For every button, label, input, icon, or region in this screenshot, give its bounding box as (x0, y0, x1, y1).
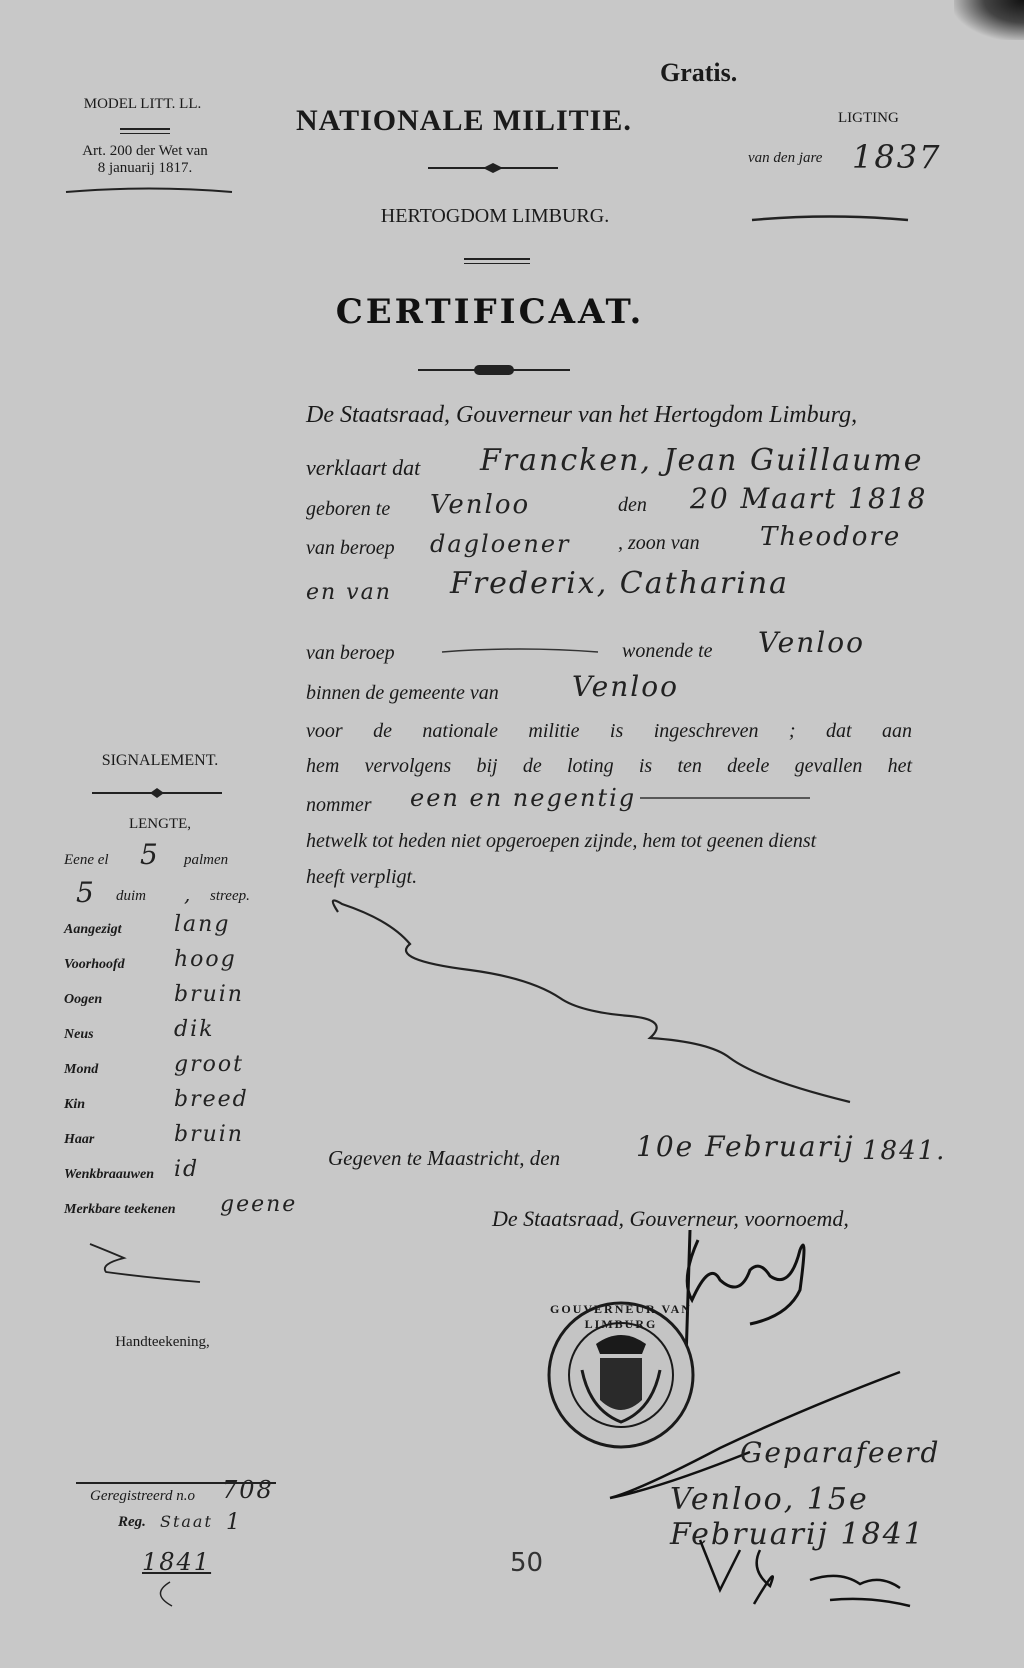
issue-date: 10e Februarij (636, 1130, 855, 1163)
signalement-row-value: lang (174, 912, 231, 937)
signalement-row-label: Haar (64, 1132, 95, 1147)
seal-text: GOUVERNEUR VAN LIMBURG (550, 1302, 692, 1331)
staat-label: Staat (160, 1512, 213, 1531)
document-title: CERTIFICAAT. (335, 292, 645, 332)
law-line-2: 8 januarij 1817. (97, 160, 193, 176)
wonende-label: wonende te (622, 640, 713, 662)
van-den-jare-label: van den jare (748, 150, 823, 166)
streep-value: , (184, 882, 193, 906)
residence: Venloo (758, 626, 865, 659)
signalement-row-label: Neus (64, 1027, 94, 1042)
recruit-name: Francken, Jean Guillaume (480, 443, 924, 478)
gegeven-label: Gegeven te Maastricht, den (328, 1146, 561, 1170)
signalement-row-label: Wenkbraauwen (64, 1167, 154, 1182)
issue-year: 1841. (862, 1136, 947, 1166)
birthplace: Venloo (430, 490, 531, 520)
province-label: HERTOGDOM LIMBURG. (380, 205, 610, 227)
signalement-row (64, 982, 304, 1017)
staat-number: 1 (226, 1510, 242, 1535)
handteekening-label: Handteekening, (115, 1334, 210, 1350)
signalement-row (64, 1122, 304, 1157)
signalement-row (64, 1052, 304, 1087)
model-label: MODEL LITT. LL. (83, 96, 202, 112)
gratis-label: Gratis. (660, 58, 738, 87)
occupation-blank-line (440, 648, 600, 656)
beroep-label: van beroep (306, 537, 395, 559)
scan-corner-shadow (954, 0, 1024, 40)
signalement-row (64, 1087, 304, 1122)
law-flourish (64, 186, 234, 196)
signalement-row-label: Merkbare teekenen (64, 1202, 176, 1217)
lot-number: een en negentig (410, 784, 637, 812)
nommer-label: nommer (306, 794, 372, 816)
birthdate: 20 Maart 1818 (690, 482, 928, 515)
den-label: den (618, 494, 647, 516)
signalement-row (64, 1192, 304, 1227)
duim-label: duim (116, 888, 146, 904)
reg-label: Reg. (118, 1514, 146, 1530)
signalement-row (64, 1157, 304, 1192)
paraph-line-2: Venloo, 15e Februarij 1841 (670, 1482, 925, 1552)
year-note-mark (150, 1580, 190, 1610)
body-line-hem: hem vervolgens bij de loting is ten deele gevallen het (306, 755, 912, 777)
year-note: 1841 (142, 1548, 212, 1576)
signalement-row (64, 1017, 304, 1052)
ligting-flourish (750, 214, 910, 224)
geboren-label: geboren te (306, 498, 391, 520)
signalement-row-value: geene (220, 1192, 298, 1217)
eene-el-label: Eene el (64, 852, 109, 868)
streep-label: streep. (210, 888, 250, 904)
title-ornament (428, 162, 558, 174)
registration-number: 708 (222, 1476, 274, 1504)
signalement-row (64, 947, 304, 982)
signalement-row-label: Kin (64, 1097, 86, 1112)
levy-year: 1837 (852, 138, 942, 176)
signalement-title: SIGNALEMENT. (101, 752, 219, 769)
ligting-label: LIGTING (838, 110, 899, 126)
verklaart-label: verklaart dat (306, 455, 421, 480)
body-line-hetwelk: hetwelk tot heden niet opgeroepen zijnde, hem tot geenen dienst (306, 830, 817, 852)
model-rule (120, 128, 170, 134)
binnen-label: binnen de gemeente van (306, 682, 499, 704)
signalement-row-value: id (174, 1157, 200, 1182)
signalement-row-value: bruin (174, 982, 244, 1007)
signalement-row-value: hoog (174, 947, 237, 972)
closing-flourish (330, 890, 870, 1110)
signalement-row-value: dik (174, 1017, 215, 1042)
page-number: 50 (510, 1548, 544, 1578)
palmen-label: palmen (184, 852, 229, 868)
law-line-1: Art. 200 der Wet van (82, 143, 208, 159)
law-reference (60, 143, 230, 177)
duim-value: 5 (76, 876, 96, 909)
signalement-rows (64, 912, 304, 1227)
zoon-van-label: , zoon van (618, 532, 700, 554)
governor-signature (680, 1220, 830, 1370)
occupation: dagloener (430, 530, 571, 558)
number-trailing-line (640, 794, 810, 802)
beroep2-label: van beroep (306, 642, 395, 664)
el-value: 5 (140, 838, 160, 871)
geregistreerd-label: Geregistreerd n.o (90, 1488, 195, 1504)
paraph-initials (690, 1530, 920, 1610)
signalement-row (64, 912, 304, 947)
body-line-1: De Staatsraad, Gouverneur van het Hertogdom Limburg, (306, 402, 858, 428)
province-rule (464, 258, 530, 264)
signalement-row-value: bruin (174, 1122, 244, 1147)
signalement-row-label: Aangezigt (64, 922, 122, 937)
signalement-row-label: Voorhoofd (64, 957, 125, 972)
municipality: Venloo (572, 670, 679, 703)
body-line-voor: voor de nationale militie is ingeschreven ; dat aan (306, 720, 912, 742)
signalement-row-label: Oogen (64, 992, 103, 1007)
signalement-ornament (92, 788, 222, 798)
page-title: NATIONALE MILITIE. (296, 104, 632, 137)
signalement-row-label: Mond (64, 1062, 99, 1077)
father-name: Theodore (760, 522, 902, 552)
body-line-heeft: heeft verpligt. (306, 866, 418, 888)
signalement-flourish (80, 1238, 210, 1288)
mother-name: Frederix, Catharina (450, 566, 790, 601)
signalement-row-value: breed (174, 1087, 249, 1112)
signalement-row-value: groot (174, 1052, 244, 1077)
lengte-label: LENGTE, (128, 816, 192, 832)
document-title-ornament (418, 364, 570, 376)
signatory-label: De Staatsraad, Gouverneur, voornoemd, (492, 1206, 849, 1231)
paraph-line-1: Geparafeerd (740, 1436, 941, 1469)
en-van-label: en van (306, 580, 392, 605)
